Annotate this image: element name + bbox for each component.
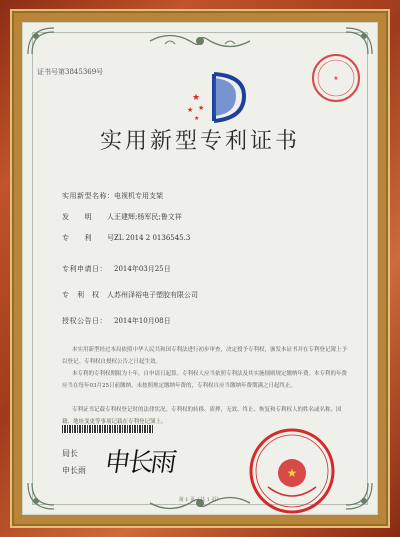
field-value: 电视机专用支架 [114, 192, 163, 200]
field-row-patent-number [62, 233, 190, 243]
field-label: 专利申请日： [62, 265, 107, 273]
certificate-number: 证书号第3845369号 [37, 68, 104, 76]
certificate-paragraph: 本实用新型经过本局依照中华人民共和国专利法进行初步审查，决定授予专利权，颁发本证书并在专利登记簿上予以登记。专利权自授权公告之日起生效。 [62, 347, 348, 365]
svg-text:★: ★ [198, 104, 205, 112]
certificate-paragraph: 本专利的专利权期限为十年，自申请日起算。专利权人应当依照专利法及其实施细则规定缴纳年费。本专利的年费应当在每年03月25日前缴纳。未按照规定缴纳年费的，专利权自应当缴纳年费期满之日起终止。 [62, 371, 348, 389]
field-row-application-date [62, 264, 171, 274]
director-signature: 申长雨 [102, 448, 176, 478]
company-stamp-icon [310, 52, 362, 104]
svg-text:★: ★ [286, 466, 298, 480]
barcode [62, 425, 154, 433]
corner-ornament-icon [26, 26, 56, 56]
field-value: 2014年03月25日 [114, 265, 171, 273]
field-label: 实用新型名称： [62, 192, 115, 200]
svg-text:★: ★ [192, 93, 201, 103]
certificate-paragraph: 专利证书记载专利权登记时的法律状况。专利权的转移、质押、无效、终止、恢复和专利权人的姓名或名称、国籍、地址变更等事项记载在专利登记簿上。 [62, 407, 342, 425]
field-row-inventor [62, 212, 182, 222]
field-row-patentee [62, 290, 198, 300]
field-label: 专 利 号： [62, 234, 122, 242]
director-title: 局长 [62, 449, 78, 458]
field-label: 发 明 人： [62, 213, 122, 221]
svg-text:★: ★ [187, 106, 194, 114]
field-label: 授权公告日： [62, 317, 107, 325]
certificate-title: 实用新型专利证书 [99, 129, 300, 154]
field-value: 王建辉;杨军民;鲁文祥 [114, 213, 182, 221]
patent-office-logo-icon [174, 66, 254, 131]
field-row-grant-date [62, 316, 171, 326]
field-value: 2014年10月08日 [114, 317, 171, 325]
field-value: 苏州泽裕电子塑胶有限公司 [114, 291, 198, 299]
page-footer: 第 1 页（共 1 页） [178, 497, 222, 503]
certificate-paper [22, 22, 378, 515]
field-row-name [62, 191, 163, 201]
svg-text:★: ★ [333, 75, 339, 82]
svg-text:★: ★ [194, 115, 200, 122]
top-center-ornament-icon [145, 30, 255, 52]
field-label: 专 利 权 人： [62, 291, 122, 299]
field-value: ZL 2014 2 0136545.3 [114, 234, 191, 242]
director-name-printed: 申长雨 [62, 466, 86, 475]
